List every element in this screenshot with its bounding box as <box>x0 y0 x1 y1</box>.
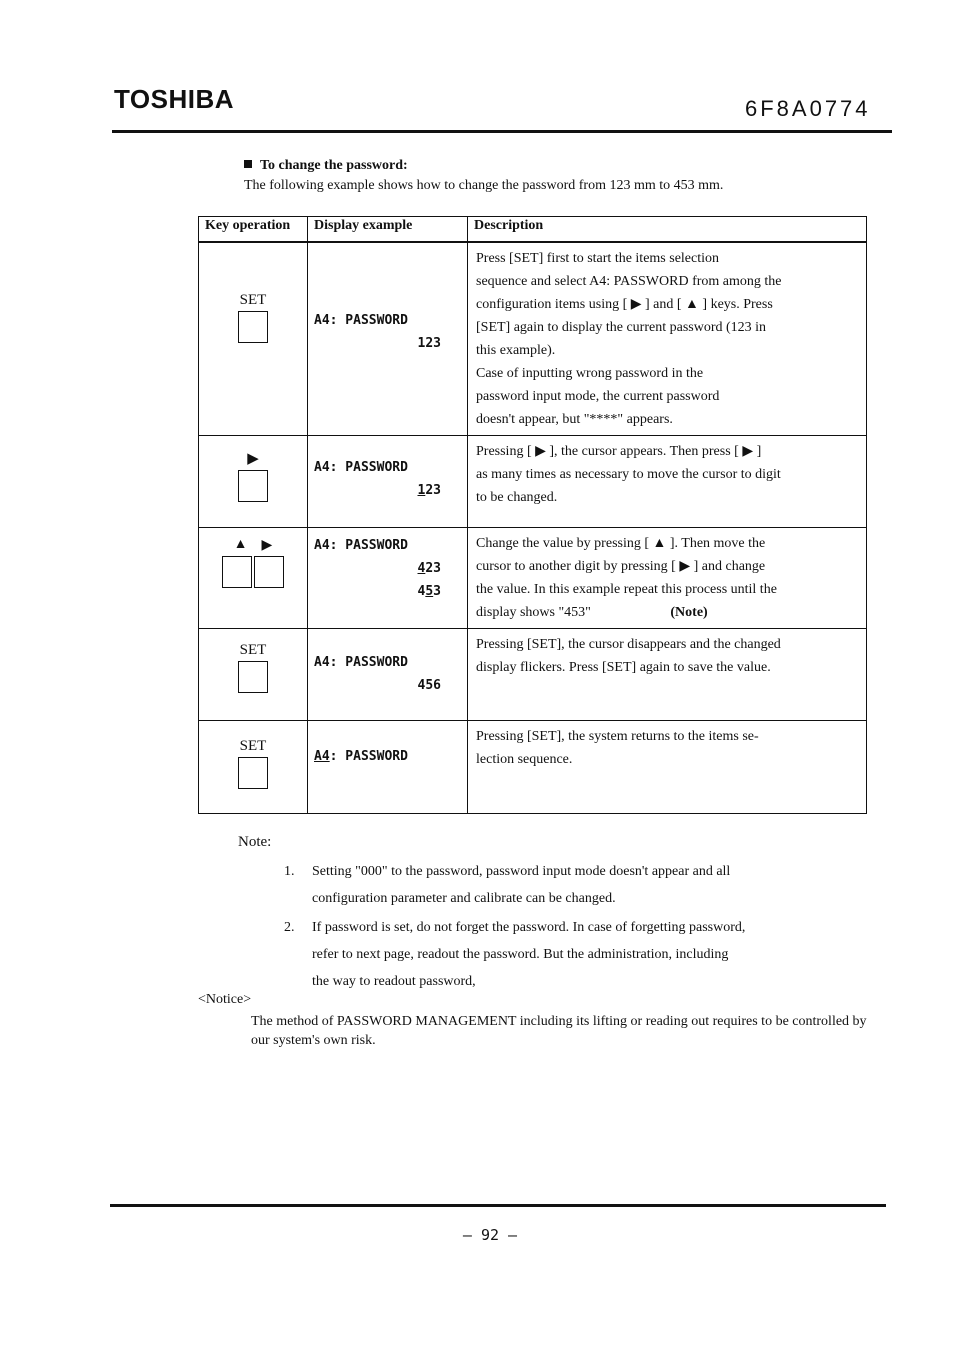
description-line: Press [SET] first to start the items selection <box>476 251 720 266</box>
description-line: the value. In this example repeat this process until the <box>476 582 777 597</box>
key-button-icon <box>238 661 268 693</box>
description-line <box>476 601 858 624</box>
description-line: Pressing [ ▶ ], the cursor appears. Then press [ ▶ ] <box>476 444 762 459</box>
description-cell <box>468 242 867 436</box>
note-line: Setting "000" to the password, password input mode doesn't appear and all <box>312 864 731 879</box>
key-button-icon <box>238 311 268 343</box>
display-line-rest: : PASSWORD <box>329 749 408 764</box>
display-line <box>314 745 461 768</box>
description-line: lection sequence. <box>476 752 573 767</box>
right-arrow-icon: ▶ <box>247 451 259 467</box>
note-line: If password is set, do not forget the password. In case of forgetting password, <box>312 920 746 935</box>
cursor-digit: 4 <box>417 561 426 576</box>
notice-title: <Notice> <box>198 992 252 1007</box>
procedure-table <box>198 216 867 814</box>
table-row <box>199 528 867 629</box>
section-heading <box>244 158 408 174</box>
display-digit: 3 <box>433 584 441 599</box>
key-cell <box>199 436 308 528</box>
col-header-display: Display example <box>308 217 468 243</box>
cursor-digit: 5 <box>425 584 434 599</box>
description-line: Pressing [SET], the system returns to the items se- <box>476 729 759 744</box>
display-cell <box>308 528 468 629</box>
table-row <box>199 629 867 721</box>
display-value: 456 <box>417 678 441 693</box>
description-line: as many times as necessary to move the cursor to digit <box>476 467 781 482</box>
note-item <box>284 914 844 995</box>
display-line: A4: PASSWORD <box>314 655 408 670</box>
display-value <box>314 580 461 603</box>
display-line: A4: PASSWORD <box>314 538 408 553</box>
description-cell <box>468 528 867 629</box>
display-value <box>314 557 461 580</box>
display-digit: 3 <box>433 561 441 576</box>
display-line-prefix: A4 <box>314 749 330 764</box>
display-cell <box>308 436 468 528</box>
key-label: SET <box>239 738 267 754</box>
display-line: A4: PASSWORD <box>314 460 408 475</box>
display-value <box>314 479 461 502</box>
note-title: Note: <box>238 834 272 850</box>
section-intro: The following example shows how to change the password from 123 mm to 453 mm. <box>244 178 724 193</box>
description-line: Pressing [SET], the cursor disappears and the changed <box>476 637 781 652</box>
note-item <box>284 858 844 912</box>
description-line: Case of inputting wrong password in the <box>476 366 704 381</box>
key-button-icon <box>222 556 252 588</box>
key-label: SET <box>239 642 267 658</box>
display-cell <box>308 629 468 721</box>
description-line: to be changed. <box>476 490 558 505</box>
page-number: – 92 – <box>462 1226 518 1244</box>
col-header-description: Description <box>468 217 867 243</box>
footer-rule <box>110 1204 886 1207</box>
description-line: display flickers. Press [SET] again to save the value. <box>476 660 771 675</box>
key-cell <box>199 528 308 629</box>
key-cell <box>199 721 308 814</box>
description-line: Change the value by pressing [ ▲ ]. Then move the <box>476 536 766 551</box>
description-cell <box>468 436 867 528</box>
description-line: [SET] again to display the current password (123 in <box>476 320 767 335</box>
cursor-digit <box>418 483 441 498</box>
note-line: refer to next page, readout the password. But the administration, including <box>312 947 729 962</box>
up-arrow-icon: ▲ <box>233 537 248 552</box>
display-value: 123 <box>417 336 441 351</box>
display-cell <box>308 242 468 436</box>
display-digit: 3 <box>433 483 441 498</box>
key-button-icon <box>238 470 268 502</box>
company-logo: TOSHIBA <box>114 84 235 114</box>
note-line: the way to readout password, <box>312 974 476 989</box>
note-line: configuration parameter and calibrate can be changed. <box>312 891 616 906</box>
display-cell <box>308 721 468 814</box>
key-button-icon <box>254 556 284 588</box>
key-arrows <box>200 537 306 554</box>
display-digit: 2 <box>425 483 434 498</box>
key-button-icon <box>238 757 268 789</box>
table-row <box>199 242 867 436</box>
right-arrow-icon: ▶ <box>261 538 273 553</box>
description-cell <box>468 721 867 814</box>
note-number: 1. <box>284 864 295 879</box>
description-line: configuration items using [ ▶ ] and [ ▲ ] keys. Press <box>476 297 773 312</box>
display-digit: 4 <box>417 584 426 599</box>
description-line: this example). <box>476 343 556 358</box>
square-bullet-icon <box>244 160 252 168</box>
description-cell <box>468 629 867 721</box>
key-cell <box>199 629 308 721</box>
table-row <box>199 436 867 528</box>
section-heading-text: To change the password: <box>260 158 408 173</box>
col-header-key: Key operation <box>199 217 308 243</box>
note-number: 2. <box>284 920 295 935</box>
note-reference: (Note) <box>670 605 708 620</box>
header-rule <box>112 130 892 133</box>
description-line: password input mode, the current password <box>476 389 720 404</box>
description-line: doesn't appear, but "****" appears. <box>476 412 673 427</box>
description-text: display shows "453" <box>476 605 591 620</box>
key-label: SET <box>239 292 267 308</box>
table-row <box>199 721 867 814</box>
table-header-row <box>199 217 867 243</box>
notice-text: The method of PASSWORD MANAGEMENT including its lifting or reading out requires to be controlled by our system's own risk. <box>251 1014 867 1048</box>
description-line: cursor to another digit by pressing [ ▶ ] and change <box>476 559 766 574</box>
description-line: sequence and select A4: PASSWORD from among the <box>476 274 782 289</box>
key-cell <box>199 242 308 436</box>
cursor-digit: 1 <box>417 483 426 498</box>
display-line: A4: PASSWORD <box>314 313 408 328</box>
document-number: 6F8A0774 <box>745 96 871 121</box>
display-digit: 2 <box>425 561 434 576</box>
